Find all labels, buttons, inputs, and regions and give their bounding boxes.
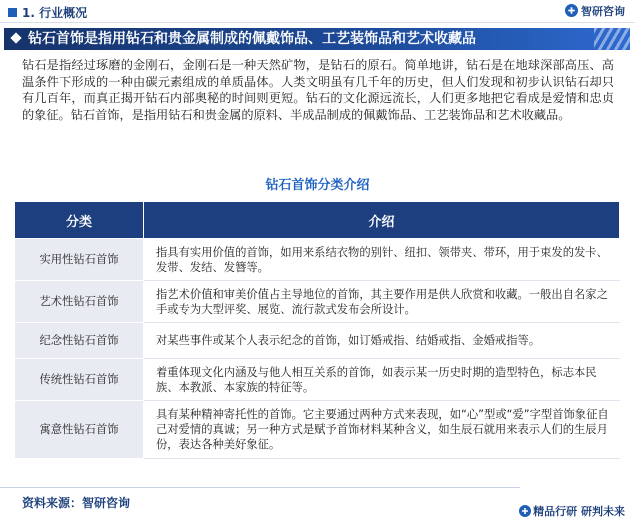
table-title: 钻石首饰分类介绍	[265, 178, 370, 193]
table-row	[15, 359, 620, 401]
section-text: 1. 行业概况	[22, 6, 88, 20]
table-row	[15, 239, 620, 281]
footer-text: 精品行研 研判未来	[533, 505, 625, 518]
footer-slogan	[519, 503, 625, 519]
brand-logo	[565, 3, 625, 19]
table-row	[15, 323, 620, 359]
description-cell: 对某些事件或某个人表示纪念的首饰，如订婚戒指、结婚戒指、金婚戒指等。	[144, 323, 620, 359]
category-cell: 传统性钻石首饰	[15, 359, 144, 401]
category-cell: 纪念性钻石首饰	[15, 323, 144, 359]
table-header-row	[15, 202, 620, 239]
category-cell: 实用性钻石首饰	[15, 239, 144, 281]
section-label	[8, 4, 87, 21]
source-note: 资料来源：智研咨询	[22, 496, 131, 510]
description-cell: 指具有实用价值的首饰，如用来系结衣物的别针、纽扣、领带夹、带环，用于束发的发卡、发带、发结、发簪等。	[144, 239, 620, 281]
title-banner	[4, 28, 630, 50]
bottom-divider	[0, 487, 520, 488]
footer-mark-icon	[519, 505, 531, 517]
square-bullet-icon	[8, 8, 17, 17]
classification-table	[14, 201, 620, 459]
description-cell: 具有某种精神寄托性的首饰。它主要通过两种方式来表现，如“心”型或“爱”字型首饰象征自己对爱情的真诚；另一种方式是赋予首饰材料某种含义，如生辰石就用来表示人们的生辰月份，表达各种美好象征。	[144, 401, 620, 459]
category-cell: 艺术性钻石首饰	[15, 281, 144, 323]
top-bar	[0, 0, 635, 23]
table-row	[15, 401, 620, 459]
brand-name: 智研咨询	[581, 5, 625, 18]
decorative-stripes	[594, 28, 630, 50]
table-row	[15, 281, 620, 323]
intro-paragraph: 钻石是指经过琢磨的金刚石，金刚石是一种天然矿物，是钻石的原石。简单地讲，钻石是在地球深部高压、高温条件下形成的一种由碳元素组成的单质晶体。人类文明虽有几千年的历史，但人们发现和初步认识钻石却只有几百年，而真正揭开钻石内部奥秘的时间则更短。钻石的文化源远流长，人们更多地把它看成是爱情和忠贞的象征。钻石首饰，是指用钻石和贵金属的原料、半成品制成的佩戴饰品、工艺装饰品和艺术收藏品。	[22, 58, 614, 122]
brand-mark-icon	[565, 4, 578, 17]
description-cell: 着重体现文化内涵及与他人相互关系的首饰，如表示某一历史时期的造型特色，标志本民族、本教派、本家族的特征等。	[144, 359, 620, 401]
header-category: 分类	[15, 202, 144, 239]
description-cell: 指艺术价值和审美价值占主导地位的首饰，其主要作用是供人欣赏和收藏。一般出自名家之手或专为大型评奖、展览、流行款式发布会所设计。	[144, 281, 620, 323]
diamond-bullet-icon	[10, 32, 21, 43]
header-description: 介绍	[144, 202, 620, 239]
category-cell: 寓意性钻石首饰	[15, 401, 144, 459]
page-title: 钻石首饰是指用钻石和贵金属制成的佩戴饰品、工艺装饰品和艺术收藏品	[28, 31, 476, 47]
